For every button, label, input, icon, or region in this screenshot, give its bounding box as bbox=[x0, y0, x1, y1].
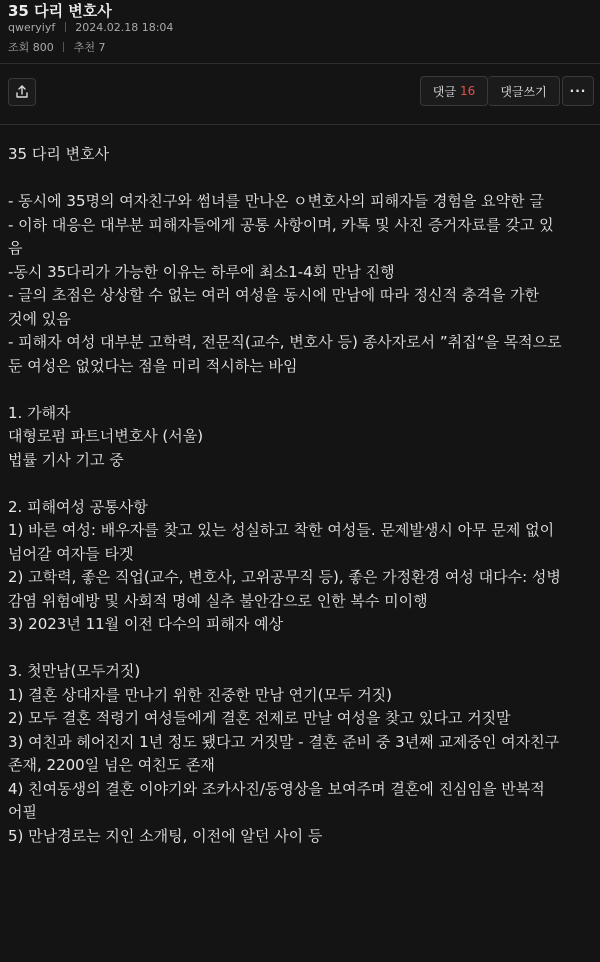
body-line: -동시 35다리가 가능한 이유는 하루에 최소1-4회 만남 진행 bbox=[8, 262, 395, 281]
body-line: 3) 2023년 11월 이전 다수의 피해자 예상 bbox=[8, 615, 284, 633]
write-comment-label: 댓글쓰기 bbox=[500, 84, 547, 99]
body-line: 어필 bbox=[8, 803, 37, 821]
toolbar-divider bbox=[0, 124, 600, 125]
body-line: 3) 여친과 헤어진지 1년 정도 됐다고 거짓말 - 결혼 준비 중 3년째 교제중인 여자친구 bbox=[8, 732, 560, 751]
body-line: 1) 결혼 상대자를 만나기 위한 진중한 만남 연기(모두 거짓) bbox=[8, 685, 393, 704]
body-line: 넘어갈 여자들 타겟 bbox=[8, 544, 134, 563]
body-line: 존재, 2200일 넘은 여친도 존재 bbox=[8, 756, 215, 774]
comments-button[interactable] bbox=[420, 76, 488, 106]
more-icon: ··· bbox=[569, 84, 587, 98]
meta-divider bbox=[65, 22, 66, 32]
share-icon bbox=[15, 85, 29, 99]
body-line: 둔 여성은 없었다는 점을 미리 적시하는 바임 bbox=[8, 356, 298, 375]
header-divider bbox=[0, 63, 600, 64]
body-line: 35 다리 변호사 bbox=[8, 145, 110, 163]
post-meta-author-row bbox=[8, 21, 173, 34]
meta-divider bbox=[63, 42, 64, 52]
share-button[interactable] bbox=[8, 78, 36, 106]
recommend-count: 추천 7 bbox=[73, 41, 106, 54]
author-name[interactable]: qweryiyf bbox=[8, 21, 56, 34]
body-line: 2. 피해여성 공통사항 bbox=[8, 497, 148, 516]
body-line bbox=[8, 637, 592, 661]
post-datetime: 2024.02.18 18:04 bbox=[75, 21, 174, 34]
body-line: 2) 모두 결혼 적령기 여성들에게 결혼 전제로 만날 여성을 찾고 있다고 거짓말 bbox=[8, 709, 511, 727]
body-line bbox=[8, 167, 592, 191]
post-title: 35 다리 변호사 bbox=[8, 2, 112, 20]
body-line bbox=[8, 472, 592, 496]
body-line: 5) 만남경로는 지인 소개팅, 이전에 알던 사이 등 bbox=[8, 826, 323, 845]
body-line: 감염 위험예방 및 사회적 명예 실추 불안감으로 인한 복수 미이행 bbox=[8, 591, 428, 610]
body-line: 대형로펌 파트너변호사 (서울) bbox=[8, 427, 204, 445]
body-line: 3. 첫만남(모두거짓) bbox=[8, 662, 141, 680]
comments-count: 16 bbox=[459, 84, 476, 98]
body-line: - 동시에 35명의 여자친구와 썸녀를 만나온 ㅇ변호사의 피해자들 경험을 요약한 글 bbox=[8, 192, 544, 210]
post-body bbox=[8, 143, 592, 848]
body-line: 4) 친여동생의 결혼 이야기와 조카사진/동영상을 보여주며 결혼에 진심임을 반복적 bbox=[8, 779, 545, 798]
body-line: 1) 바른 여성: 배우자를 찾고 있는 성실하고 착한 여성들. 문제발생시 아무 문제 없이 bbox=[8, 521, 555, 539]
comments-label: 댓글 bbox=[432, 84, 456, 99]
body-line: 음 bbox=[8, 239, 23, 257]
post-meta-stats-row bbox=[8, 39, 106, 55]
view-count: 조회 800 bbox=[8, 41, 54, 54]
body-line bbox=[8, 378, 592, 402]
body-line: - 이하 대응은 대부분 피해자들에게 공통 사항이며, 카톡 및 사진 증거자료를 갖고 있 bbox=[8, 215, 554, 234]
body-line: - 피해자 여성 대부분 고학력, 전문직(교수, 변호사 등) 종사자로서 ”취집“을 목적으로 bbox=[8, 333, 562, 351]
body-line: 1. 가해자 bbox=[8, 403, 71, 422]
body-line: 것에 있음 bbox=[8, 309, 71, 328]
body-line: 2) 고학력, 좋은 직업(교수, 변호사, 고위공무직 등), 좋은 가정환경 여성 대다수: 성병 bbox=[8, 568, 561, 586]
write-comment-button[interactable] bbox=[488, 76, 560, 106]
body-line: - 글의 초점은 상상할 수 없는 여러 여성을 동시에 만남에 따라 정신적 충격을 가한 bbox=[8, 286, 540, 304]
body-line: 법률 기사 기고 중 bbox=[8, 450, 124, 469]
post-header bbox=[0, 0, 600, 125]
more-options-button[interactable] bbox=[562, 76, 594, 106]
